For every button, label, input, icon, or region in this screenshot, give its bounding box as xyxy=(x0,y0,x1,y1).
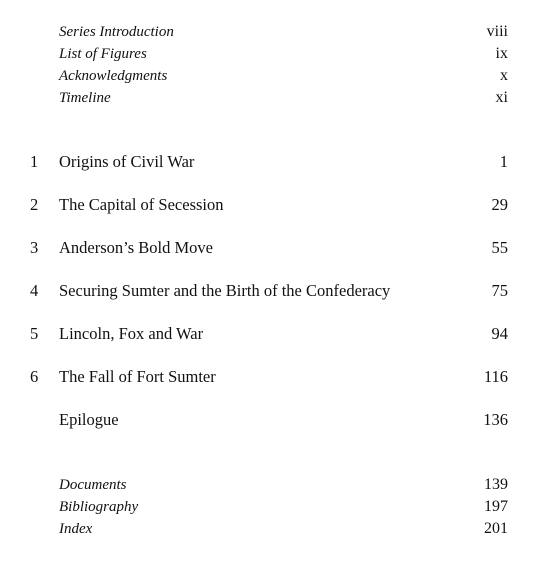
entry-page: viii xyxy=(486,23,508,40)
toc-entry-documents xyxy=(0,474,536,496)
toc-entry-chapter-4 xyxy=(0,280,536,302)
entry-title: Timeline xyxy=(59,90,111,106)
toc-entry-chapter-1 xyxy=(0,151,536,173)
toc-entry-timeline xyxy=(0,87,536,109)
toc-entry-list-of-figures xyxy=(0,43,536,65)
entry-page: 75 xyxy=(491,281,508,300)
toc-entry-series-introduction xyxy=(0,21,536,43)
entry-title: Anderson’s Bold Move xyxy=(59,238,213,257)
entry-title: Securing Sumter and the Birth of the Confederacy xyxy=(59,281,391,300)
toc-entry-chapter-6 xyxy=(0,366,536,388)
entry-page: 29 xyxy=(491,195,508,214)
toc-entry-chapter-2 xyxy=(0,194,536,216)
entry-title: Series Introduction xyxy=(59,24,174,40)
chapter-number: 5 xyxy=(30,324,39,343)
toc-entry-chapter-5 xyxy=(0,323,536,345)
entry-page: 94 xyxy=(491,324,508,343)
toc-entry-chapter-3 xyxy=(0,237,536,259)
entry-page: ix xyxy=(495,45,508,62)
entry-page: x xyxy=(500,67,508,84)
chapter-number: 1 xyxy=(30,152,39,171)
entry-title: Documents xyxy=(59,477,127,493)
entry-title: Origins of Civil War xyxy=(59,152,195,171)
entry-page: xi xyxy=(495,89,508,106)
toc-entry-index xyxy=(0,518,536,540)
chapter-number: 2 xyxy=(30,195,39,214)
entry-page: 55 xyxy=(491,238,508,257)
entry-title: Epilogue xyxy=(59,410,119,429)
entry-page: 201 xyxy=(484,520,508,537)
entry-page: 139 xyxy=(484,476,508,493)
toc-entry-bibliography xyxy=(0,496,536,518)
entry-title: The Fall of Fort Sumter xyxy=(59,367,216,386)
toc-entry-epilogue xyxy=(0,409,536,431)
chapter-number: 6 xyxy=(30,367,39,386)
entry-page: 1 xyxy=(499,152,508,171)
entry-title: The Capital of Secession xyxy=(59,195,224,214)
entry-title: List of Figures xyxy=(59,46,147,62)
entry-page: 136 xyxy=(483,410,508,429)
entry-title: Lincoln, Fox and War xyxy=(59,324,204,343)
toc-entry-acknowledgments xyxy=(0,65,536,87)
entry-page: 197 xyxy=(484,498,508,515)
chapter-number: 4 xyxy=(30,281,39,300)
chapter-number: 3 xyxy=(30,238,39,257)
entry-title: Index xyxy=(59,521,93,537)
entry-title: Acknowledgments xyxy=(59,68,168,84)
entry-page: 116 xyxy=(483,367,508,386)
entry-title: Bibliography xyxy=(59,499,139,515)
